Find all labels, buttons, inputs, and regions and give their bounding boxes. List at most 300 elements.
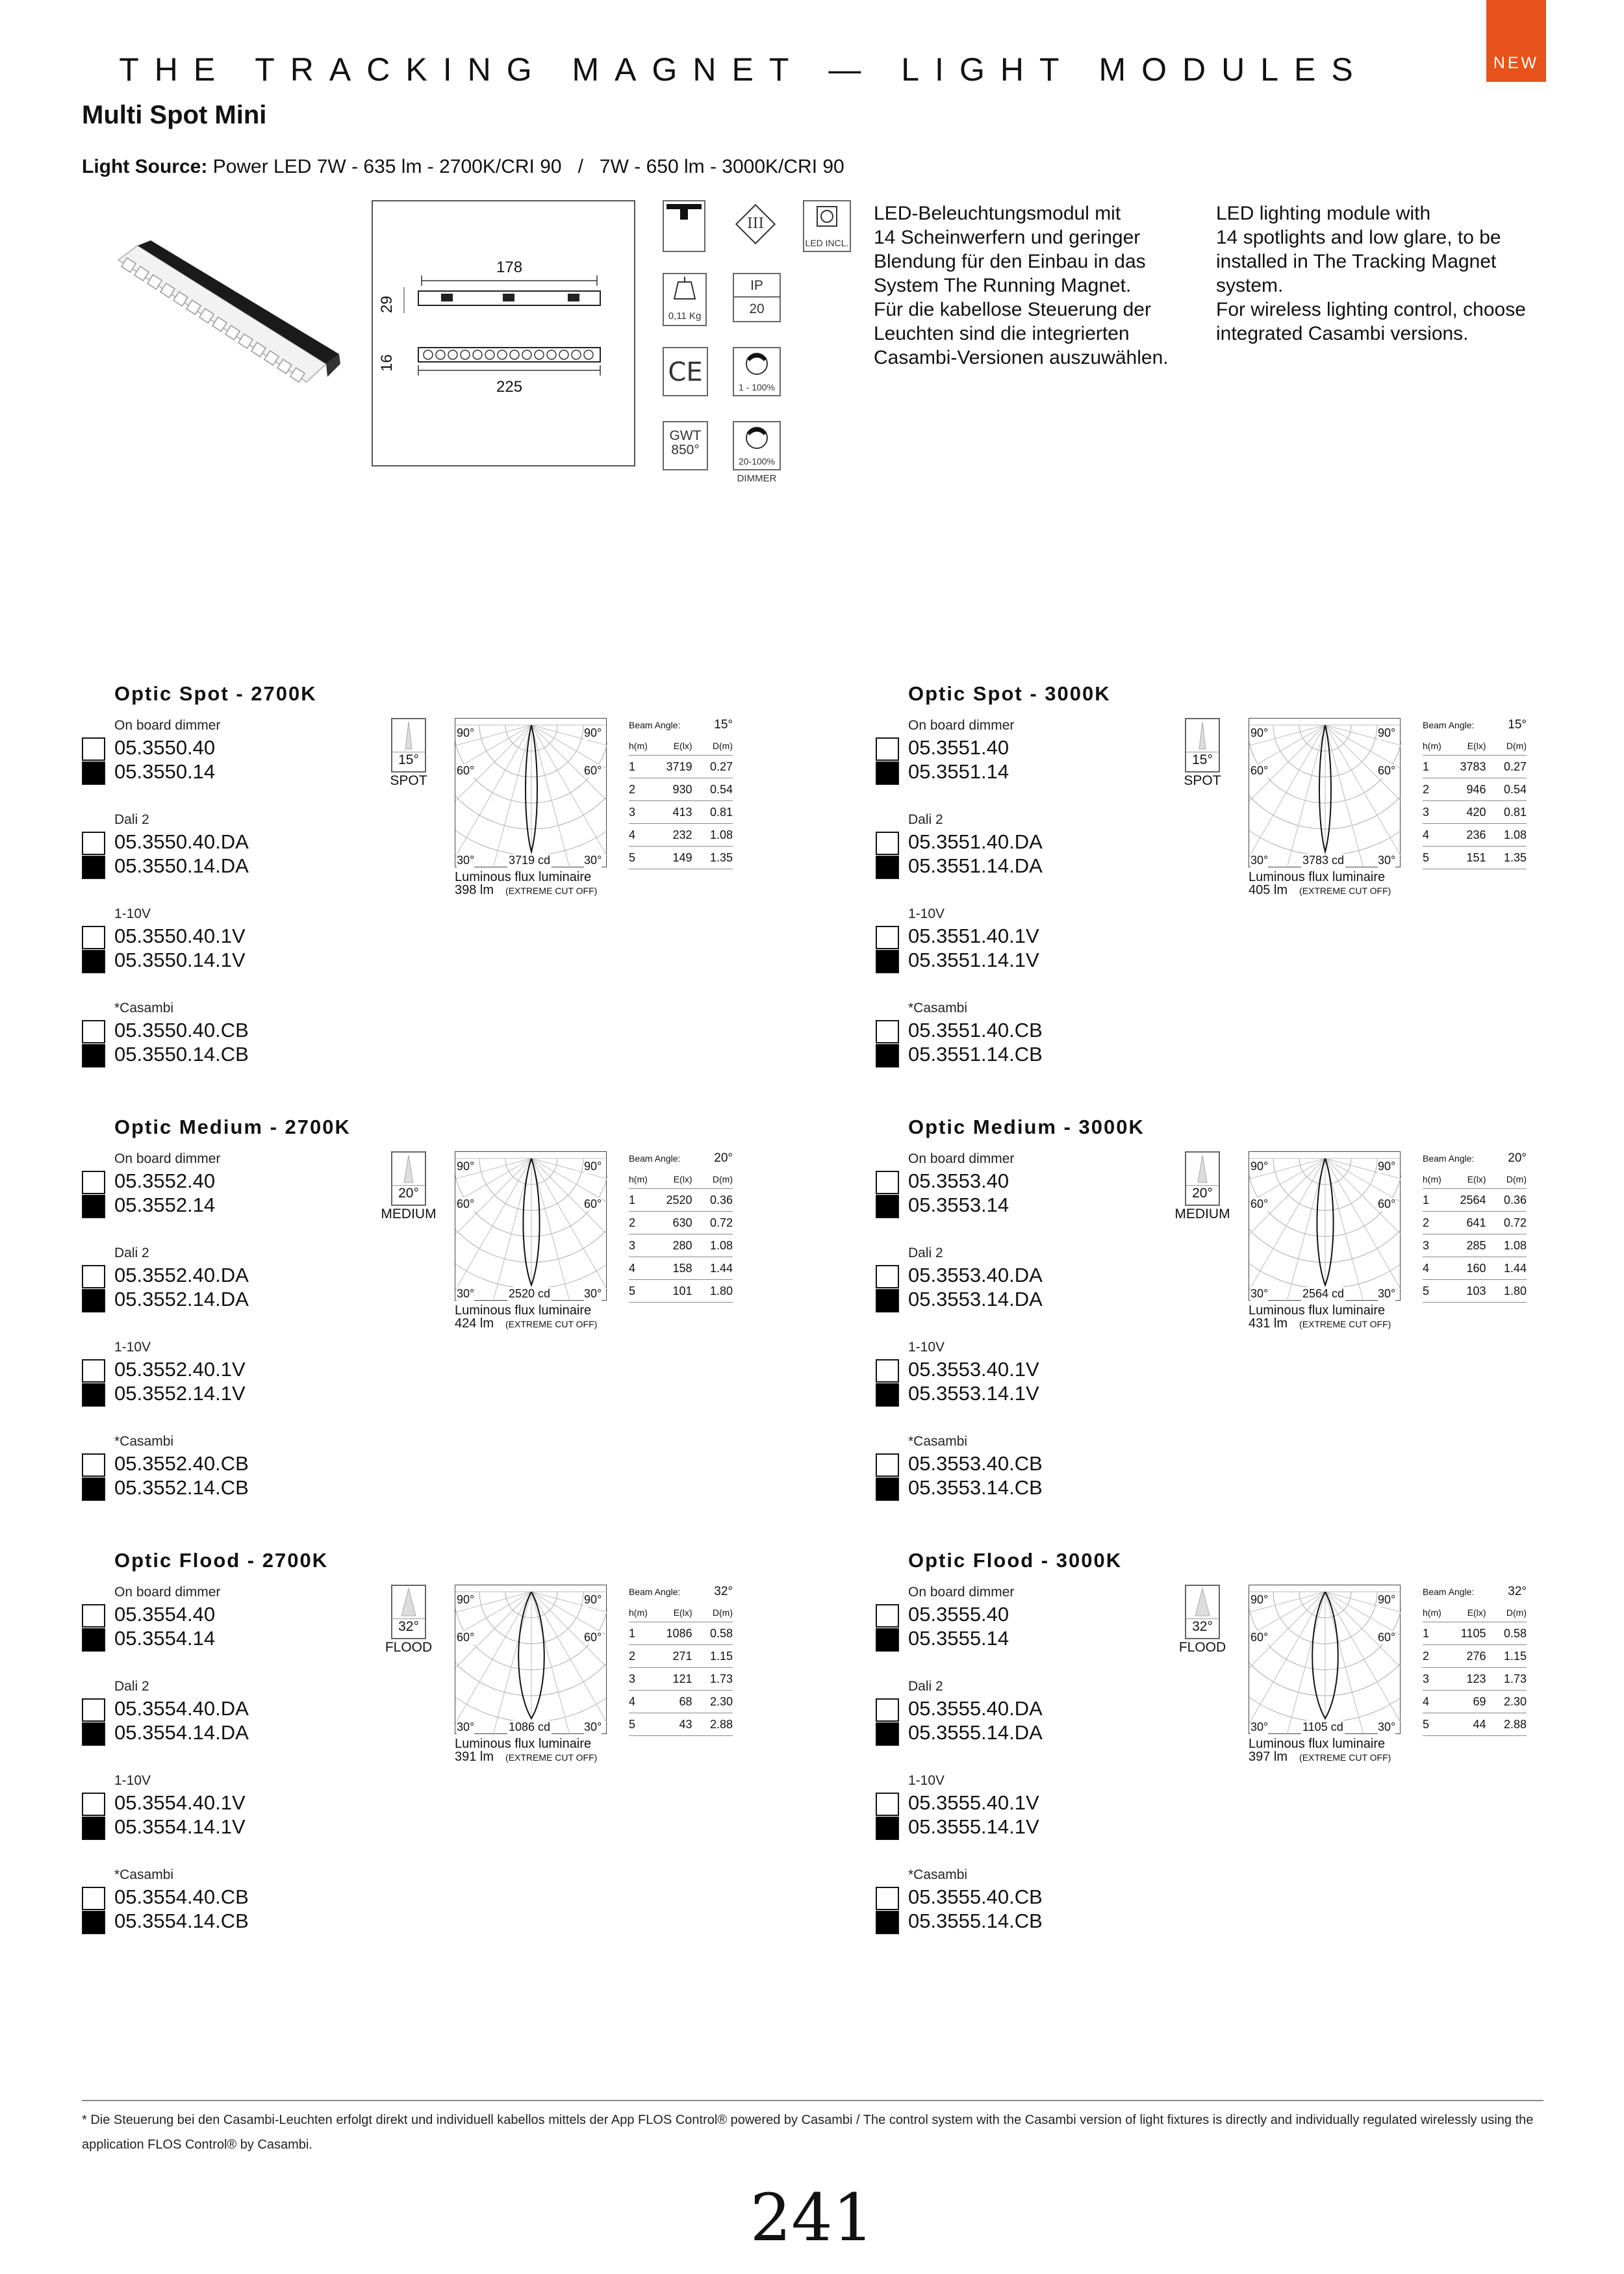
article-code: 05.3551.14.CB (908, 1043, 1043, 1066)
black-finish-swatch (876, 1044, 899, 1067)
variant-group-label: *Casambi (908, 1434, 968, 1449)
variant-group (82, 906, 472, 997)
table-row (1423, 1622, 1527, 1645)
illuminance-table (1423, 718, 1527, 869)
article-code: 05.3550.14.1V (114, 949, 246, 971)
flux-value: 398 lm (455, 883, 494, 897)
variant-group-label: 1-10V (114, 1773, 151, 1788)
luminous-flux (1249, 871, 1391, 897)
flux-value: 391 lm (455, 1750, 494, 1764)
beam-icon (391, 718, 426, 773)
col-height: h(m) (629, 740, 648, 751)
table-row (629, 1691, 733, 1713)
beam-icon (1185, 1585, 1220, 1639)
table-row (629, 1280, 733, 1303)
article-code: 05.3553.14.CB (908, 1476, 1043, 1499)
table-row (1423, 847, 1527, 869)
desc-de-line: LED-Beleuchtungsmodul mit (874, 203, 1121, 224)
polar-grid (455, 1585, 607, 1735)
cell-height: 3 (1423, 1672, 1430, 1685)
desc-de-line: Für die kabellose Steuerung der (874, 299, 1151, 320)
beam-angle-header (629, 1585, 733, 1599)
cell-illuminance: 413 (672, 805, 692, 819)
white-finish-swatch (876, 832, 899, 855)
cell-height: 2 (629, 1216, 636, 1229)
ip-rating-icon (733, 273, 781, 322)
polar-diagram (1249, 1151, 1401, 1301)
polar-60-left: 60° (457, 1197, 475, 1210)
variant-group-label: 1-10V (114, 1340, 151, 1355)
cell-height: 3 (629, 805, 636, 819)
article-code: 05.3553.40 (908, 1169, 1009, 1192)
cell-illuminance: 43 (679, 1717, 692, 1731)
article-code: 05.3550.14 (114, 760, 216, 783)
article-code: 05.3554.14.DA (114, 1721, 249, 1744)
beam-angle-header (629, 1151, 733, 1166)
cell-height: 5 (629, 1717, 636, 1731)
cell-illuminance: 68 (679, 1694, 692, 1708)
cell-illuminance: 151 (1466, 850, 1486, 864)
variant-group-label: On board dimmer (114, 718, 221, 733)
cutoff-label: (EXTREME CUT OFF) (505, 886, 598, 896)
article-code: 05.3553.14 (908, 1194, 1009, 1216)
flux-label: Luminous flux luminaire (1249, 1303, 1386, 1318)
white-finish-swatch (876, 1698, 899, 1722)
article-code: 05.3555.40.1V (908, 1791, 1039, 1814)
cell-diameter: 0.81 (709, 805, 733, 819)
gwt-temp: 850° (671, 442, 700, 457)
section-title: Optic Spot - 2700K (114, 682, 317, 705)
black-finish-swatch (876, 1628, 899, 1652)
dimmer-label: DIMMER (737, 473, 777, 484)
dimmer-icon (733, 421, 781, 470)
col-diameter: D(m) (1506, 740, 1527, 751)
variant-group (876, 1246, 1265, 1336)
beam-type-label: SPOT (1184, 773, 1221, 788)
beam-angle-degrees: 32° (1508, 1585, 1527, 1598)
article-code: 05.3552.14 (114, 1194, 216, 1216)
cell-height: 5 (1423, 1717, 1430, 1731)
optic-section (876, 1116, 1603, 1531)
cell-height: 1 (629, 1626, 636, 1640)
black-finish-swatch (82, 1383, 105, 1407)
cell-height: 3 (629, 1238, 636, 1252)
beam-angle-degrees: 15° (714, 718, 733, 732)
polar-30-right: 30° (584, 854, 602, 867)
cell-illuminance: 121 (672, 1672, 692, 1685)
beam-angle-value: 20° (392, 1185, 425, 1201)
section-title: Optic Flood - 2700K (114, 1549, 329, 1572)
variant-group (876, 1001, 1265, 1092)
polar-90-right: 90° (1378, 1160, 1396, 1173)
article-code: 05.3554.14.1V (114, 1815, 246, 1838)
col-illuminance: E(lx) (673, 740, 692, 751)
flux-label: Luminous flux luminaire (455, 1303, 592, 1318)
variant-group-label: On board dimmer (908, 1585, 1015, 1600)
article-code: 05.3555.14 (908, 1627, 1009, 1650)
polar-90-left: 90° (1250, 1160, 1269, 1173)
cell-height: 1 (1423, 760, 1430, 773)
cell-diameter: 0.58 (1503, 1626, 1527, 1640)
polar-60-left: 60° (1250, 764, 1269, 777)
cell-illuminance: 946 (1466, 782, 1486, 796)
black-finish-swatch (876, 950, 899, 973)
article-code: 05.3555.14.1V (908, 1815, 1039, 1838)
white-finish-swatch (82, 926, 105, 949)
polar-30-left: 30° (1250, 1287, 1269, 1300)
cell-illuminance: 420 (1466, 805, 1486, 819)
flux-value: 431 lm (1249, 1316, 1288, 1331)
desc-en-line: 14 spotlights and low glare, to be (1216, 227, 1501, 248)
cell-diameter: 0.36 (1503, 1193, 1527, 1207)
polar-grid (455, 1152, 607, 1301)
cell-diameter: 1.44 (1503, 1261, 1527, 1275)
cell-height: 1 (1423, 1193, 1430, 1207)
table-row (629, 1713, 733, 1736)
section-title: Optic Spot - 3000K (908, 682, 1111, 705)
col-illuminance: E(lx) (673, 1173, 692, 1184)
light-source-label: Light Source: (82, 156, 208, 177)
white-finish-swatch (82, 737, 105, 761)
cell-illuminance: 276 (1466, 1649, 1486, 1663)
beam-type-label: FLOOD (1178, 1640, 1226, 1655)
product-image (112, 234, 359, 396)
table-row (1423, 801, 1527, 824)
variant-group-label: Dali 2 (908, 1679, 943, 1694)
variant-group-label: On board dimmer (114, 1151, 221, 1166)
cell-height: 2 (1423, 1216, 1430, 1229)
variant-group-label: *Casambi (114, 1434, 174, 1449)
polar-diagram (455, 718, 607, 867)
cell-diameter: 0.27 (709, 760, 733, 773)
variant-group-label: Dali 2 (908, 1246, 943, 1260)
polar-90-left: 90° (457, 1593, 475, 1606)
cell-illuminance: 160 (1466, 1261, 1486, 1275)
article-code: 05.3554.40.DA (114, 1697, 249, 1720)
table-header-row (629, 1603, 733, 1622)
white-finish-swatch (876, 737, 899, 761)
cell-height: 4 (1423, 1694, 1430, 1708)
class-iii-label: III (746, 216, 765, 232)
polar-diagram (455, 1585, 607, 1734)
white-finish-swatch (876, 1887, 899, 1910)
beam-icon (1185, 1151, 1220, 1206)
polar-60-left: 60° (457, 1631, 475, 1644)
table-row (629, 801, 733, 824)
cell-height: 5 (1423, 850, 1430, 864)
black-finish-swatch (82, 761, 105, 785)
polar-90-left: 90° (1250, 1593, 1269, 1606)
polar-grid (455, 719, 607, 868)
article-code: 05.3550.40.CB (114, 1019, 249, 1041)
col-diameter: D(m) (1506, 1607, 1527, 1618)
polar-30-right: 30° (584, 1720, 602, 1733)
table-row (1423, 1189, 1527, 1212)
new-badge: NEW (1486, 0, 1546, 82)
table-row (629, 824, 733, 847)
beam-icon (391, 1151, 426, 1206)
peak-intensity: 2564 cd (1302, 1287, 1345, 1300)
article-code: 05.3555.14.CB (908, 1910, 1043, 1932)
beam-angle-degrees: 20° (1508, 1151, 1527, 1165)
cell-diameter: 0.54 (1503, 782, 1527, 796)
variant-group (876, 1434, 1265, 1525)
article-code: 05.3552.14.1V (114, 1382, 246, 1405)
white-finish-swatch (876, 1604, 899, 1628)
cell-height: 4 (629, 1694, 636, 1708)
article-code: 05.3551.14 (908, 760, 1009, 783)
flux-label: Luminous flux luminaire (1249, 1737, 1386, 1751)
beam-angle-header (1423, 718, 1527, 732)
table-row (629, 1189, 733, 1212)
variant-group-label: 1-10V (908, 906, 945, 921)
black-finish-swatch (876, 1911, 899, 1934)
col-height: h(m) (1423, 1607, 1441, 1618)
cell-illuminance: 930 (672, 782, 692, 796)
cutoff-label: (EXTREME CUT OFF) (1299, 886, 1391, 896)
polar-60-left: 60° (457, 764, 475, 777)
white-finish-swatch (82, 1020, 105, 1043)
cell-illuminance: 280 (672, 1238, 692, 1252)
cell-diameter: 0.36 (709, 1193, 733, 1207)
article-code: 05.3554.40.CB (114, 1885, 249, 1908)
peak-intensity: 2520 cd (509, 1287, 551, 1300)
cell-illuminance: 103 (1466, 1284, 1486, 1297)
article-code: 05.3553.40.CB (908, 1452, 1043, 1475)
variant-group-label: Dali 2 (114, 1679, 149, 1694)
optic-section (82, 682, 809, 1098)
flux-value: 424 lm (455, 1316, 494, 1331)
black-finish-swatch (82, 1722, 105, 1746)
beam-angle-degrees: 32° (714, 1585, 733, 1598)
polar-diagram (455, 1151, 607, 1301)
polar-90-right: 90° (584, 726, 602, 739)
article-code: 05.3553.14.1V (908, 1382, 1039, 1405)
gwt-label: GWT (669, 428, 702, 443)
black-finish-swatch (82, 1044, 105, 1067)
cell-illuminance: 2520 (666, 1193, 692, 1207)
variant-group (82, 1340, 472, 1431)
cell-diameter: 0.58 (709, 1626, 733, 1640)
cell-height: 1 (1423, 1626, 1430, 1640)
illuminance-table (1423, 1151, 1527, 1303)
article-code: 05.3551.40.DA (908, 830, 1043, 853)
table-row (1423, 778, 1527, 801)
black-finish-swatch (876, 1289, 899, 1312)
polar-90-right: 90° (584, 1160, 602, 1173)
ce-mark-icon (663, 347, 708, 396)
article-code: 05.3555.40.DA (908, 1697, 1043, 1720)
beam-angle-header (629, 718, 733, 732)
white-finish-swatch (876, 1020, 899, 1043)
polar-diagram (1249, 1585, 1401, 1734)
cell-height: 5 (1423, 1284, 1430, 1297)
section-title: Optic Flood - 3000K (908, 1549, 1123, 1572)
article-code: 05.3554.14 (114, 1627, 216, 1650)
cell-diameter: 0.72 (709, 1216, 733, 1229)
variant-group-label: Dali 2 (114, 1246, 149, 1260)
col-height: h(m) (629, 1607, 648, 1618)
optic-section (82, 1549, 809, 1965)
black-finish-swatch (82, 856, 105, 879)
flux-row (1249, 1750, 1391, 1764)
luminous-flux (455, 1304, 597, 1331)
cell-height: 3 (629, 1672, 636, 1685)
cell-illuminance: 630 (672, 1216, 692, 1229)
polar-60-right: 60° (584, 1631, 602, 1644)
variant-group (82, 1867, 472, 1958)
cutoff-label: (EXTREME CUT OFF) (505, 1319, 598, 1329)
polar-30-right: 30° (1378, 854, 1396, 867)
polar-90-right: 90° (584, 1593, 602, 1606)
col-illuminance: E(lx) (1467, 1173, 1486, 1184)
table-row (629, 1257, 733, 1280)
cutoff-label: (EXTREME CUT OFF) (1299, 1319, 1391, 1329)
white-finish-swatch (82, 832, 105, 855)
ip-label: IP (734, 274, 780, 298)
dim-height-bottom: 16 (378, 354, 396, 372)
cell-height: 5 (629, 850, 636, 864)
cell-height: 1 (629, 760, 636, 773)
desc-en-line: installed in The Tracking Magnet (1216, 251, 1497, 272)
table-row (629, 778, 733, 801)
cell-illuminance: 2564 (1460, 1193, 1486, 1207)
polar-90-left: 90° (457, 1160, 475, 1173)
beam-icon (1185, 718, 1220, 773)
cell-diameter: 0.54 (709, 782, 733, 796)
beam-angle-header (1423, 1151, 1527, 1166)
flux-label: Luminous flux luminaire (455, 870, 592, 884)
cell-illuminance: 3783 (1460, 760, 1486, 773)
article-code: 05.3551.40.CB (908, 1019, 1043, 1041)
variant-group-label: *Casambi (114, 1001, 174, 1016)
table-row (1423, 1691, 1527, 1713)
beam-angle-header (1423, 1585, 1527, 1599)
flux-row (1249, 1317, 1391, 1331)
illuminance-table (629, 1585, 733, 1736)
polar-grid (1249, 1585, 1401, 1735)
flux-row (1249, 884, 1391, 897)
dim-length-bottom: 225 (496, 378, 523, 396)
table-header-row (629, 1169, 733, 1189)
luminous-flux (455, 1737, 597, 1764)
article-code: 05.3554.40.1V (114, 1791, 246, 1814)
cell-illuminance: 3719 (666, 760, 692, 773)
cell-height: 5 (629, 1284, 636, 1297)
article-code: 05.3552.40.1V (114, 1358, 246, 1381)
cell-diameter: 1.80 (1503, 1284, 1527, 1297)
variant-group (82, 1001, 472, 1092)
cell-diameter: 1.35 (1503, 850, 1527, 864)
description-en (1216, 201, 1541, 346)
cell-height: 1 (629, 1193, 636, 1207)
table-row (1423, 1234, 1527, 1257)
beam-angle-value: 32° (392, 1618, 425, 1635)
black-finish-swatch (876, 1477, 899, 1501)
cell-illuminance: 641 (1466, 1216, 1486, 1229)
white-finish-swatch (876, 1359, 899, 1383)
desc-en-line: integrated Casambi versions. (1216, 323, 1469, 344)
white-finish-swatch (82, 1604, 105, 1628)
polar-30-left: 30° (457, 1720, 475, 1733)
variant-group (876, 812, 1265, 903)
cell-illuminance: 44 (1473, 1717, 1486, 1731)
variant-group-label: 1-10V (908, 1340, 945, 1355)
polar-60-right: 60° (584, 764, 602, 777)
table-header-row (1423, 1169, 1527, 1189)
desc-en-line: For wireless lighting control, choose (1216, 299, 1526, 320)
black-finish-swatch (876, 1383, 899, 1407)
variant-group-label: On board dimmer (114, 1585, 221, 1600)
col-height: h(m) (1423, 740, 1441, 751)
beam-angle-degrees: 20° (714, 1151, 733, 1165)
illuminance-table (629, 718, 733, 869)
peak-intensity: 1105 cd (1302, 1720, 1343, 1733)
article-code: 05.3550.40 (114, 736, 216, 759)
cell-diameter: 2.88 (1503, 1717, 1527, 1731)
article-code: 05.3553.14.DA (908, 1288, 1043, 1310)
cell-height: 2 (629, 782, 636, 796)
white-finish-swatch (876, 1265, 899, 1288)
col-diameter: D(m) (712, 1607, 733, 1618)
cell-height: 2 (629, 1649, 636, 1663)
cell-illuminance: 271 (672, 1649, 692, 1663)
variant-group-label: *Casambi (908, 1867, 968, 1882)
table-row (629, 1234, 733, 1257)
cutoff-label: (EXTREME CUT OFF) (1299, 1752, 1391, 1763)
article-code: 05.3550.14.CB (114, 1043, 249, 1066)
flux-row (455, 884, 597, 897)
table-row (629, 756, 733, 778)
variant-group-label: 1-10V (908, 1773, 945, 1788)
article-code: 05.3554.40 (114, 1603, 216, 1626)
table-row (1423, 1212, 1527, 1234)
polar-60-left: 60° (1250, 1631, 1269, 1644)
ip-value: 20 (749, 301, 765, 316)
beam-angle-caption: Beam Angle: (629, 1153, 681, 1164)
table-row (1423, 1280, 1527, 1303)
article-code: 05.3555.40.CB (908, 1885, 1043, 1908)
polar-grid (1249, 1152, 1401, 1301)
variant-group (82, 1773, 472, 1864)
flux-value: 405 lm (1249, 883, 1288, 897)
polar-60-left: 60° (1250, 1197, 1269, 1210)
article-code: 05.3552.40.DA (114, 1264, 249, 1286)
polar-30-right: 30° (1378, 1720, 1396, 1733)
white-finish-swatch (82, 1171, 105, 1194)
black-finish-swatch (82, 1195, 105, 1218)
dim-length-top: 178 (496, 259, 523, 276)
variant-group (876, 1773, 1265, 1864)
col-height: h(m) (1423, 1173, 1441, 1184)
beam-angle-value: 32° (1186, 1618, 1219, 1635)
variant-group-label: On board dimmer (908, 1151, 1015, 1166)
beam-angle-value: 20° (1186, 1185, 1219, 1201)
led-incl-label: LED INCL. (805, 238, 849, 248)
flux-label: Luminous flux luminaire (1249, 870, 1386, 884)
cell-diameter: 1.08 (709, 1238, 733, 1252)
dimension-drawing (372, 200, 635, 466)
variant-group-label: *Casambi (114, 1867, 174, 1882)
polar-30-left: 30° (457, 1287, 475, 1300)
variant-group-label: On board dimmer (908, 718, 1015, 733)
ce-mark-label: CE (668, 357, 703, 387)
variant-group-label: *Casambi (908, 1001, 968, 1016)
cell-diameter: 1.80 (709, 1284, 733, 1297)
article-code: 05.3553.40.DA (908, 1264, 1043, 1286)
polar-30-left: 30° (457, 854, 475, 867)
polar-30-left: 30° (1250, 1720, 1269, 1733)
